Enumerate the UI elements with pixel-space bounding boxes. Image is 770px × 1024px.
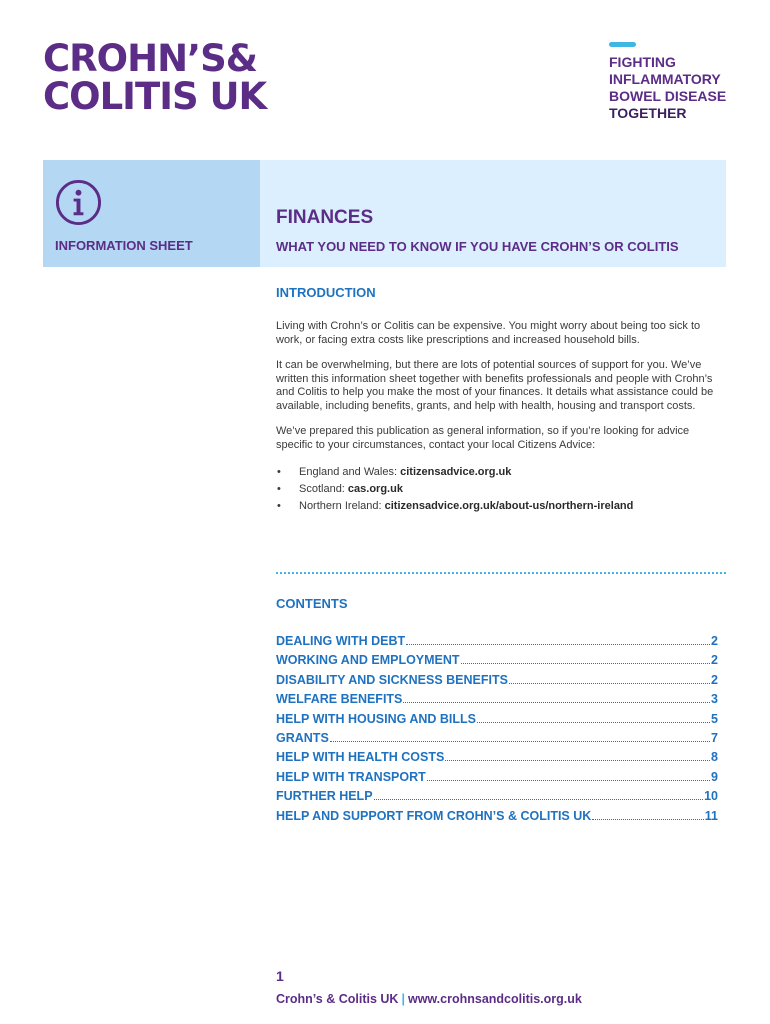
- tagline-line: FIGHTING: [609, 54, 676, 70]
- crohns-colitis-logo: [43, 37, 267, 118]
- page-subtitle: WHAT YOU NEED TO KNOW IF YOU HAVE CROHN’S OR COLITIS: [276, 239, 679, 254]
- cas-link[interactable]: cas.org.uk: [347, 483, 403, 495]
- tagline-accent-bar: [609, 42, 636, 47]
- northern-ireland-link[interactable]: citizensadvice.org.uk/about-us/northern-ireland: [384, 500, 634, 512]
- toc-item[interactable]: HELP WITH TRANSPORT 9: [276, 769, 718, 784]
- banner-side-panel: [43, 160, 260, 267]
- logo-line-1: CROHN’S&: [43, 37, 258, 80]
- footer-separator: |: [401, 992, 405, 1006]
- introduction-section: [276, 285, 726, 515]
- toc-item[interactable]: DISABILITY AND SICKNESS BENEFITS 2: [276, 672, 718, 687]
- list-item: • England and Wales: citizensadvice.org.uk: [276, 464, 726, 481]
- citizens-advice-link[interactable]: citizensadvice.org.uk: [400, 466, 512, 478]
- intro-paragraph: Living with Crohn’s or Colitis can be expensive. You might worry about being too sick to work, or facing extra costs like prescriptions and increased household bills.: [276, 320, 701, 346]
- footer: [276, 992, 582, 1006]
- toc-item[interactable]: HELP AND SUPPORT FROM CROHN’S & COLITIS UK 11: [276, 808, 718, 823]
- tagline-line: INFLAMMATORY: [609, 71, 721, 87]
- list-item: • Northern Ireland: citizensadvice.org.uk/about-us/northern-ireland: [276, 498, 726, 515]
- table-of-contents: [276, 634, 718, 828]
- contents-heading: CONTENTS: [276, 596, 348, 611]
- tagline-line: BOWEL DISEASE: [609, 88, 727, 104]
- toc-item[interactable]: FURTHER HELP 10: [276, 789, 718, 804]
- logo-line-2: COLITIS UK: [43, 75, 267, 118]
- info-icon: [55, 179, 102, 226]
- footer-org: Crohn’s & Colitis UK: [276, 992, 399, 1006]
- introduction-heading: INTRODUCTION: [276, 285, 376, 300]
- toc-item[interactable]: HELP WITH HEALTH COSTS 8: [276, 750, 718, 765]
- intro-paragraph: It can be overwhelming, but there are lots of potential sources of support for you. We’ve written this information sheet together with benefits professionals and people with Crohn’s and Colitis to help you make the most of your finances. It details what assistance could be available, including benefits, grants, and help with health, housing and transport costs.: [276, 359, 714, 412]
- page-number: 1: [276, 968, 284, 984]
- toc-item[interactable]: WORKING AND EMPLOYMENT 2: [276, 653, 718, 668]
- list-item: • Scotland: cas.org.uk: [276, 481, 726, 498]
- toc-item[interactable]: GRANTS 7: [276, 730, 718, 745]
- website-link[interactable]: www.crohnsandcolitis.org.uk: [407, 992, 582, 1006]
- toc-item[interactable]: DEALING WITH DEBT 2: [276, 634, 718, 648]
- tagline: [609, 42, 726, 122]
- toc-item[interactable]: HELP WITH HOUSING AND BILLS 5: [276, 711, 718, 726]
- title-banner: [43, 160, 726, 267]
- toc-item[interactable]: WELFARE BENEFITS 3: [276, 692, 718, 707]
- section-divider: [276, 572, 726, 574]
- page-title: FINANCES: [276, 207, 374, 228]
- citizens-advice-list: [276, 464, 726, 515]
- tagline-line: TOGETHER: [609, 105, 687, 121]
- intro-paragraph: We’ve prepared this publication as general information, so if you’re looking for advice specific to your circumstances, contact your local Citizens Advice:: [276, 425, 690, 451]
- information-sheet-label: INFORMATION SHEET: [55, 238, 193, 253]
